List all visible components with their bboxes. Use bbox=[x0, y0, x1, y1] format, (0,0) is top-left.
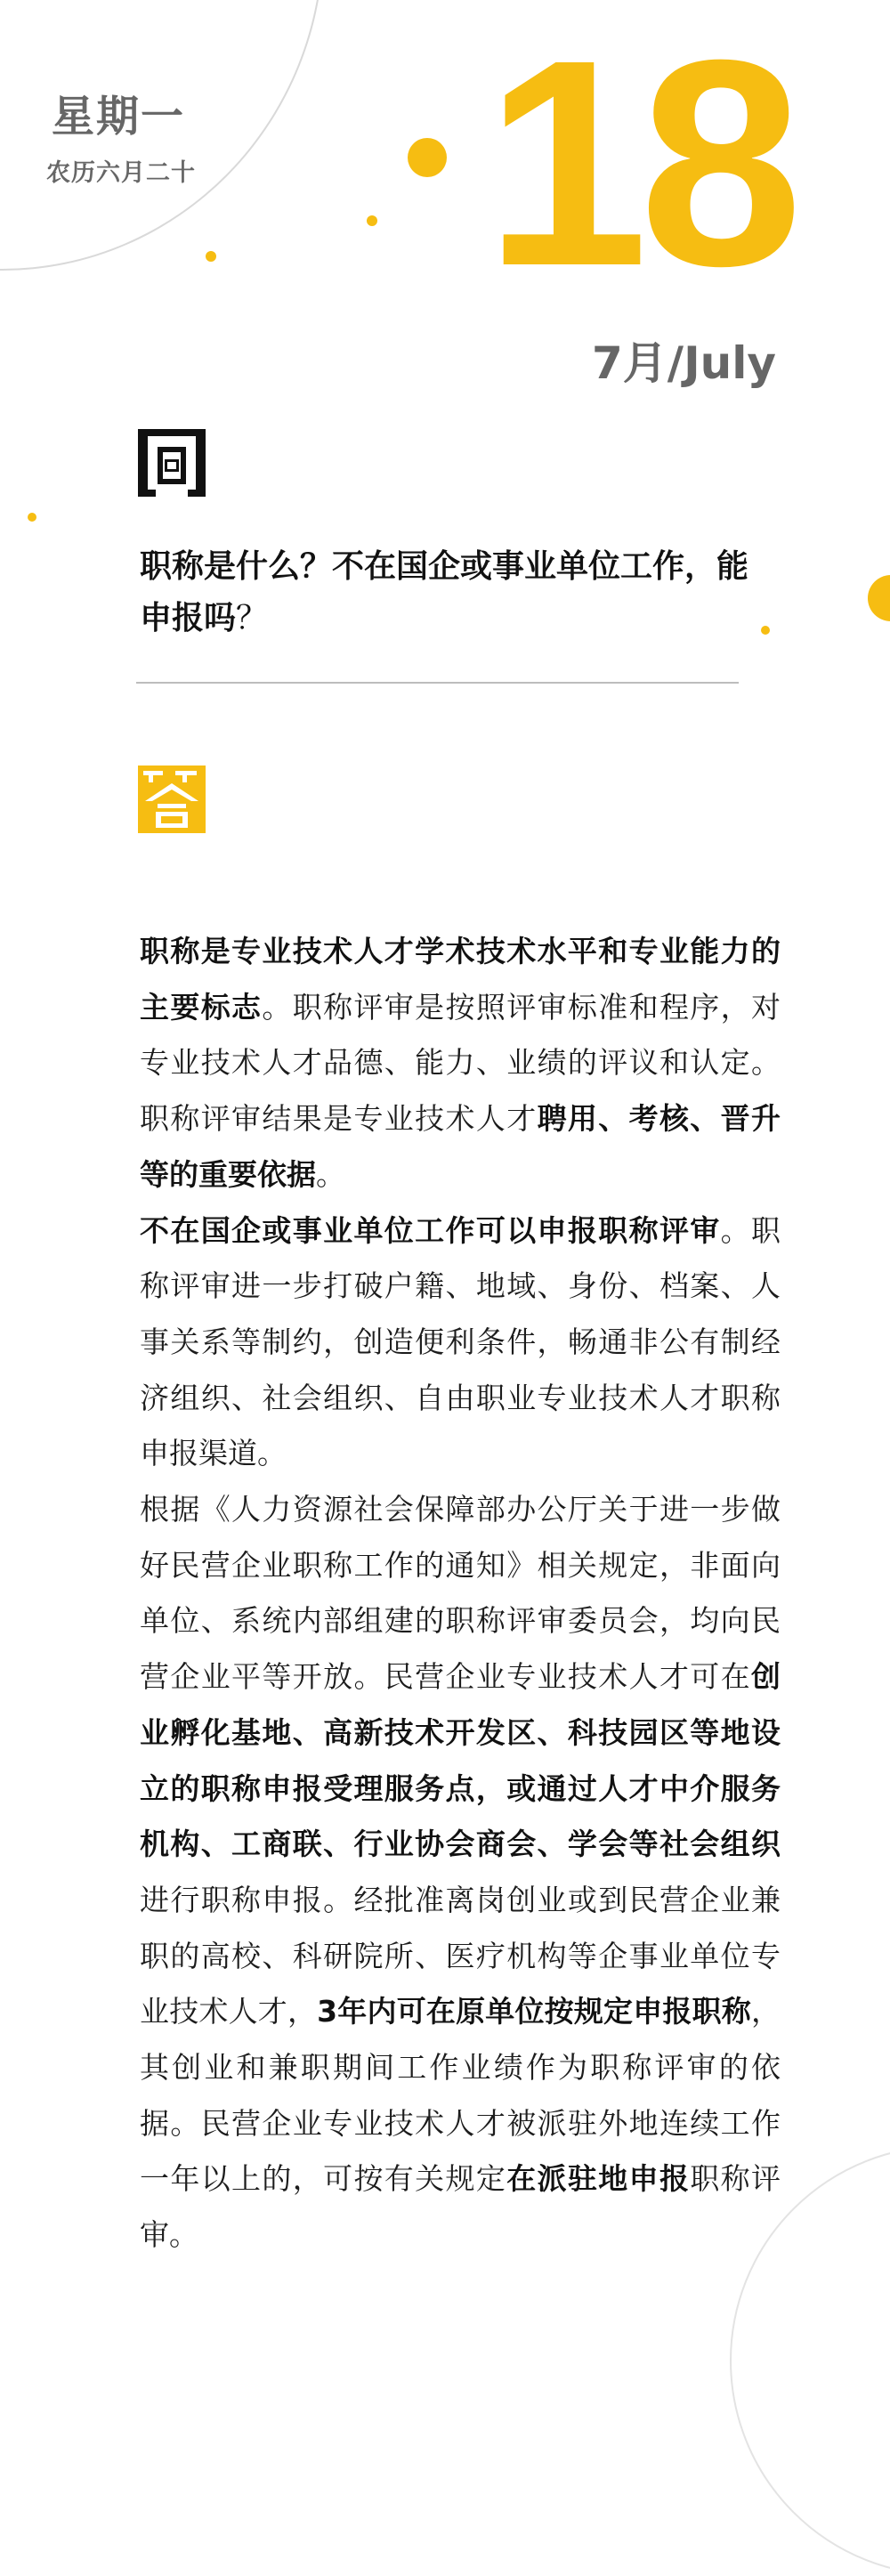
answer-text: 根据《人力资源社会保障部办公厅关于进一步做好民营企业职称工作的通知》相关规定，非面向单位、系统内部组建的职称评审委员会，均向民营企业平等开放。民营企业专业技术人才可在 bbox=[140, 1492, 781, 1695]
answer-bold-text: 不在国企或事业单位工作可以申报职称评审 bbox=[140, 1212, 721, 1248]
decorative-dot bbox=[206, 251, 216, 262]
answer-text: 。职称评审是按照评审标准和程序，对专业技术人才品德、能力、业绩的评议和认定。职称评审结果是专业技术人才 bbox=[140, 989, 781, 1137]
weekday: 星期一 bbox=[52, 92, 186, 142]
question-bold: 职称是什么？不在国企或事业单位工作，能申报吗 bbox=[140, 548, 749, 636]
answer-text: 。 bbox=[316, 1156, 345, 1192]
day-number: 18 bbox=[484, 0, 794, 327]
decorative-dot bbox=[28, 513, 36, 522]
answer-text: 。职称评审进一步打破户籍、地域、身份、档案、人事关系等制约，创造便利条件，畅通非公有制经济组织、社会组织、自由职业专业技术人才职称申报渠道。 bbox=[140, 1212, 781, 1471]
answer-bold-text: 3年内可在原单位按规定申报职称 bbox=[317, 1994, 751, 2029]
answer-bold-text: 聘用、考核、晋升等的重要依据 bbox=[140, 1101, 781, 1192]
question-mark: ？ bbox=[236, 600, 269, 636]
answer-text: 进行职称申报。经批准离岗创业或到民营企业兼职的高校、科研院所、医疗机构等企事业单位专业技术人才， bbox=[140, 1882, 781, 2029]
decorative-dot bbox=[367, 215, 377, 226]
question-glyph-icon bbox=[138, 429, 206, 497]
decorative-dot bbox=[408, 138, 447, 177]
answer-paragraph bbox=[140, 924, 781, 1203]
lunar-date: 农历六月二十 bbox=[46, 159, 196, 187]
answer-bold-text: 创业孵化基地、高新技术开发区、科技园区等地设立的职称申报受理服务点，或通过人才中介服务机构、工商联、行业协会商会、学会等社会组织 bbox=[140, 1659, 781, 1862]
answer-bold-text: 在派驻地申报 bbox=[506, 2161, 691, 2197]
answer-bold-text: 职称是专业技术人才学术技术水平和专业能力的主要标志 bbox=[140, 934, 781, 1025]
decorative-dot bbox=[868, 575, 890, 621]
answer-paragraph bbox=[140, 1482, 781, 2264]
question-text bbox=[140, 541, 754, 644]
divider bbox=[136, 682, 739, 684]
answer-body bbox=[140, 924, 781, 2264]
month-label: 7月/July bbox=[592, 337, 776, 389]
answer-text: 职称评审。 bbox=[140, 2161, 781, 2253]
answer-glyph-icon bbox=[138, 766, 206, 833]
answer-text: ，其创业和兼职期间工作业绩作为职称评审的依据。民营企业专业技术人才被派驻外地连续工作一年以上的，可按有关规定 bbox=[140, 1994, 781, 2197]
answer-paragraph bbox=[140, 1203, 781, 1483]
decorative-dot bbox=[761, 626, 770, 635]
